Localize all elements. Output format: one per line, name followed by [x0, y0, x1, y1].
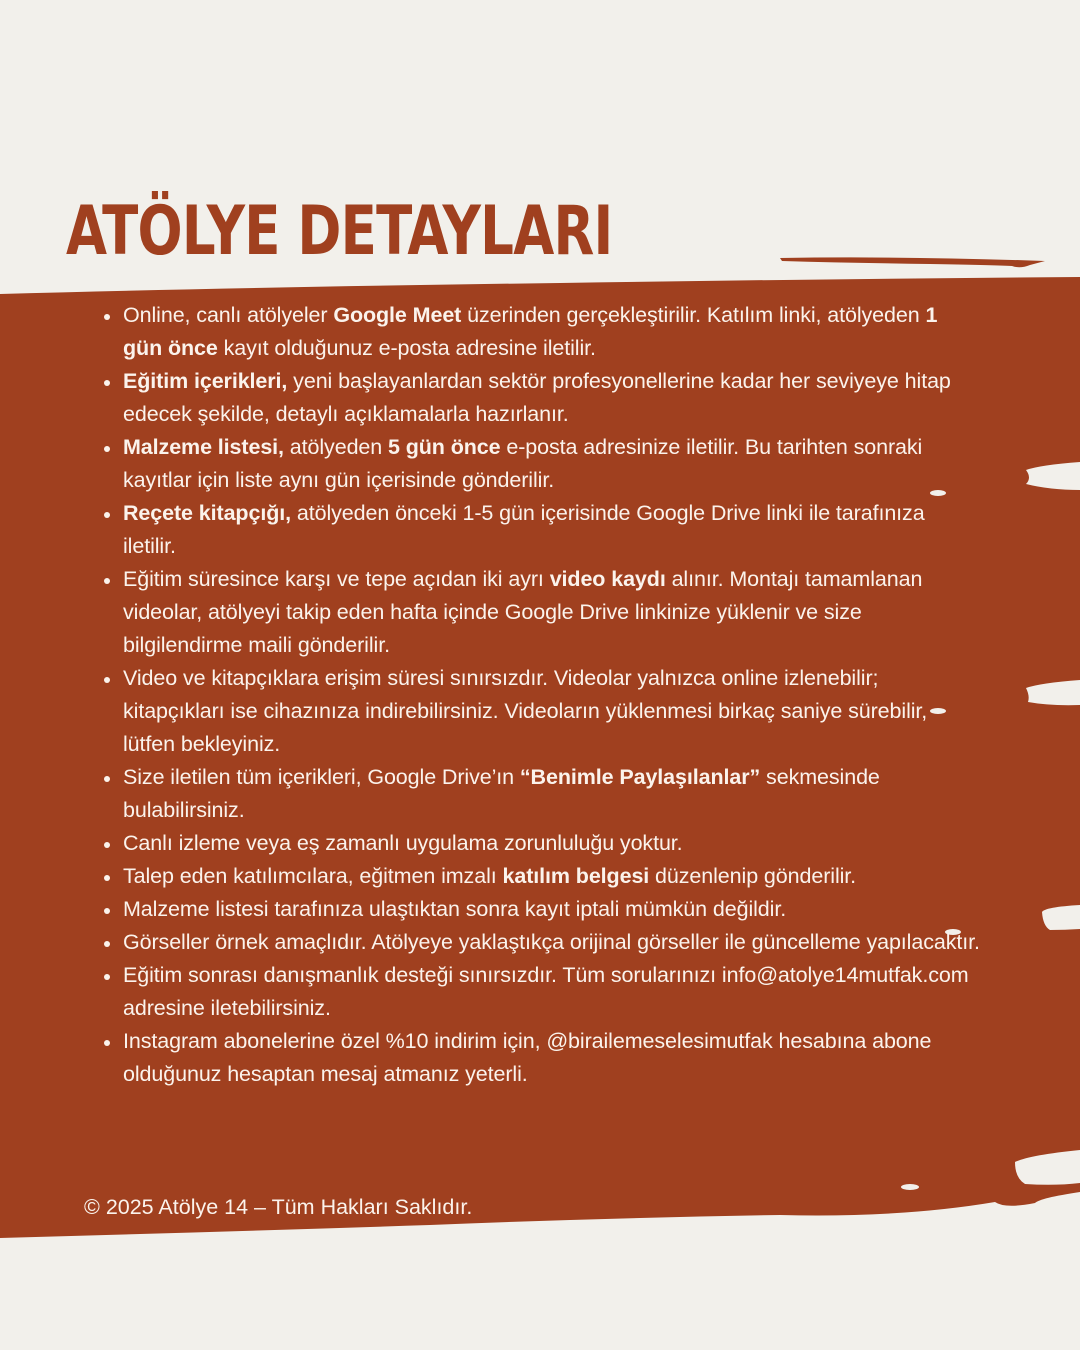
list-item — [100, 860, 980, 893]
list-item-text: e-posta adresinize iletilir. Bu tarihten sonraki kayıtlar için liste aynı gün içerisinde gönderilir. — [123, 435, 923, 492]
list-item-text: Video ve kitapçıklara erişim süresi sınırsızdır. Videolar yalnızca online izlenebilir; kitapçıkları ise cihazınıza indirebilirsiniz. Videoların yüklenmesi birkaç saniye sürebilir, lütfen bekleyiniz. — [123, 666, 928, 756]
list-item-text: atölyeden — [283, 435, 389, 459]
list-item-text: sekmesinde bulabilirsiniz. — [123, 765, 880, 822]
list-item — [100, 827, 980, 860]
page-title: ATÖLYE DETAYLARI — [66, 192, 613, 271]
list-item-text: yeni başlayanlardan sektör profesyonellerine kadar her seviyeye hitap edecek şekilde, detaylı açıklamalarla hazırlanır. — [123, 369, 951, 426]
list-item-text: üzerinden gerçekleştirilir. Katılım linki, atölyeden — [461, 303, 926, 327]
emphasis-text: katılım belgesi — [502, 864, 650, 888]
copyright-footer: © 2025 Atölye 14 – Tüm Hakları Saklıdır. — [84, 1195, 473, 1219]
list-item-text: kayıt olduğunuz e-posta adresine iletilir. — [217, 336, 596, 360]
list-item — [100, 893, 980, 926]
emphasis-text: Malzeme listesi, — [123, 435, 284, 459]
list-item-text: Online, canlı atölyeler — [123, 303, 334, 327]
list-item-text: Talep eden katılımcılara, eğitmen imzalı — [123, 864, 503, 888]
list-item-text: Instagram abonelerine özel %10 indirim için, @birailemeselesimutfak hesabına abone olduğunuz hesaptan mesaj atmanız yeterli. — [123, 1029, 932, 1086]
list-item-text: düzenlenip gönderilir. — [649, 864, 857, 888]
list-item — [100, 431, 980, 497]
list-item-text: Size iletilen tüm içerikleri, Google Drive’ın — [123, 765, 520, 789]
emphasis-text: “Benimle Paylaşılanlar” — [519, 765, 761, 789]
list-item-text: atölyeden önceki 1-5 gün içerisinde Google Drive linki ile tarafınıza iletilir. — [123, 501, 925, 558]
emphasis-text: 1 gün önce — [123, 303, 938, 360]
list-item — [100, 959, 980, 1025]
list-item — [100, 563, 980, 662]
list-item — [100, 926, 980, 959]
list-item — [100, 1025, 980, 1091]
list-item — [100, 299, 980, 365]
title-underline-stroke — [780, 257, 1045, 267]
list-item — [100, 662, 980, 761]
list-item-text: Canlı izleme veya eş zamanlı uygulama zorunluluğu yoktur. — [123, 831, 683, 855]
list-item — [100, 365, 980, 431]
list-item — [100, 497, 980, 563]
emphasis-text: video kaydı — [549, 567, 666, 591]
details-list — [100, 299, 980, 1091]
emphasis-text: 5 gün önce — [388, 435, 501, 459]
list-item — [100, 761, 980, 827]
list-item-text: Malzeme listesi tarafınıza ulaştıktan sonra kayıt iptali mümkün değildir. — [123, 897, 787, 921]
list-item-text: Eğitim sonrası danışmanlık desteği sınırsızdır. Tüm sorularınızı info@atolye14mutfak.com adresine iletebilirsiniz. — [123, 963, 969, 1020]
details-content — [100, 299, 980, 1091]
list-item-text: alınır. Montajı tamamlanan videolar, atölyeyi takip eden hafta içinde Google Drive linkinize yüklenir ve size bilgilendirme maili gönderilir. — [123, 567, 923, 657]
list-item-text: Eğitim süresince karşı ve tepe açıdan iki ayrı — [123, 567, 550, 591]
list-item-text: Görseller örnek amaçlıdır. Atölyeye yaklaştıkça orijinal görseller ile güncelleme yapılacaktır. — [123, 930, 980, 954]
emphasis-text: Eğitim içerikleri, — [123, 369, 288, 393]
emphasis-text: Reçete kitapçığı, — [123, 501, 291, 525]
emphasis-text: Google Meet — [333, 303, 462, 327]
fleck — [901, 1184, 919, 1190]
